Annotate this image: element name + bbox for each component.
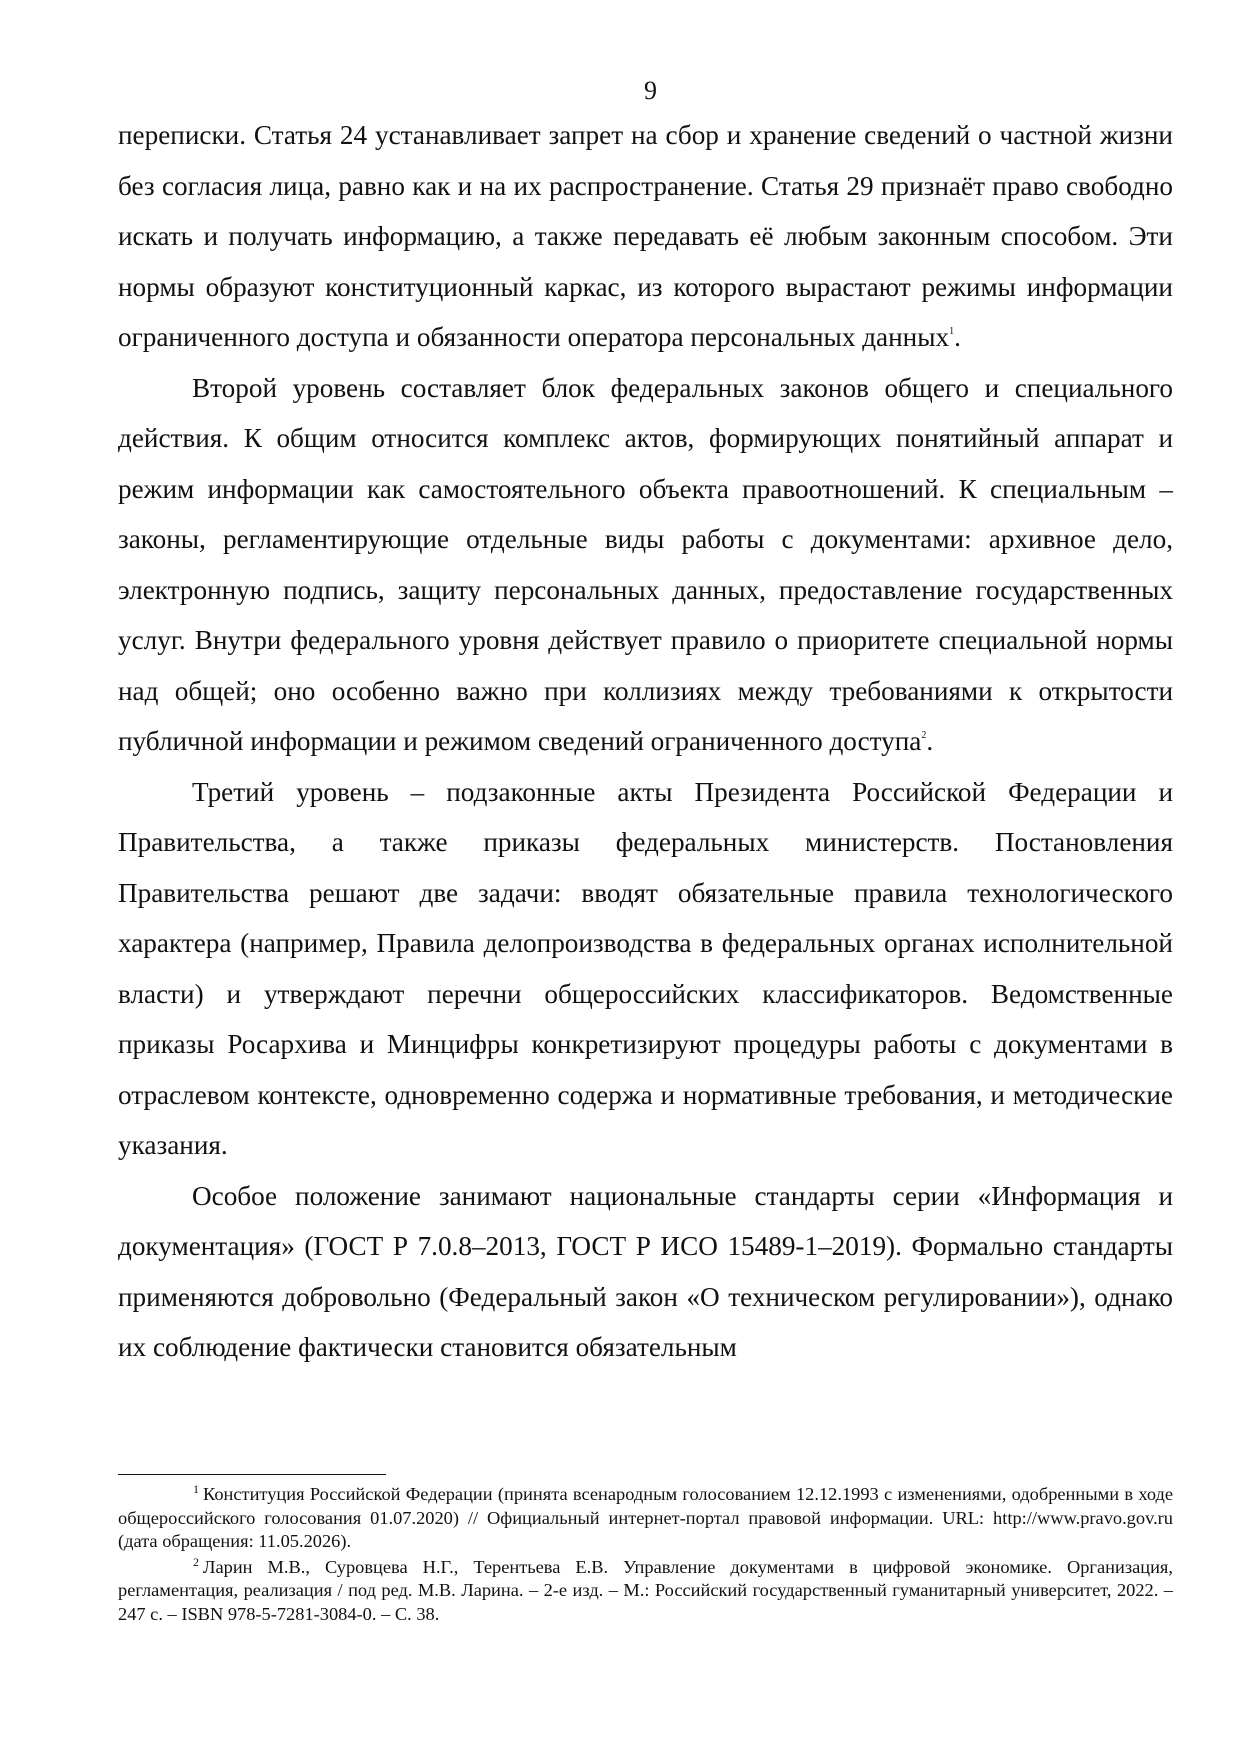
footnotes [118,1483,1173,1628]
footnote [118,1483,1173,1554]
paragraph [118,1171,1173,1373]
footnote-reference[interactable]: 2 [921,730,927,741]
paragraph-text: Второй уровень составляет блок федеральных законов общего и специального действия. К общим относится комплекс актов, формирующих понятийный аппарат и режим информации как самостоятельного объекта правоотношений. К специальным – законы, регламентирующие отдельные виды работы с документами: архивное дело, электронную подпись, защиту персональных данных, предоставление государственных услуг. Внутри федерального уровня действует правило о приоритете специальной нормы над общей; оно особенно важно при коллизиях между требованиями к открытости публичной информации и режимом сведений ограниченного доступа [118,372,1173,756]
footnote [118,1556,1173,1627]
footnote-mark: 2 [193,1554,199,1569]
paragraph [118,363,1173,767]
footnote-text: Ларин М.В., Суровцева Н.Г., Терентьева Е.В. Управление документами в цифровой экономике. Организация, регламентация, реализация / под ред. М.В. Ларина. – 2-е изд. – М.: Российский государственный гуманитарный университет, 2022. – 247 с. – ISBN 978-5-7281-3084-0. – С. 38. [118,1556,1173,1624]
footnote-separator [118,1474,386,1475]
paragraph-tail: . [926,726,934,756]
paragraph-continued [118,110,1173,363]
paragraph [118,767,1173,1171]
paragraph-text: переписки. Статья 24 устанавливает запрет на сбор и хранение сведений о частной жизни без согласия лица, равно как и на их распространение. Статья 29 признаёт право свободно искать и получать информацию, а также передавать её любым законным способом. Эти нормы образуют конституционный каркас, из которого вырастают режимы информации ограниченного доступа и обязанности оператора персональных данных [118,120,1173,352]
paragraph-tail: . [954,322,961,352]
footnote-text: Конституция Российской Федерации (принята всенародным голосованием 12.12.1993 с изменениями, одобренными в ходе общероссийского голосования 01.07.2020) // Официальный интернет-портал правовой информации. URL: http://www.pravo.gov.ru (дата обращения: 11.05.2026). [118,1484,1173,1551]
paragraph-text: Особое положение занимают национальные стандарты серии «Информация и документация» (ГОСТ Р 7.0.8–2013, ГОСТ Р ИСО 15489-1–2019). Формально стандарты применяются добровольно (Федеральный закон «О техническом регулировании»), однако их соблюдение фактически становится обязательным [118,1180,1173,1362]
footnote-reference[interactable]: 1 [949,326,955,337]
body-text [118,110,1173,1373]
page-number: 9 [644,76,657,105]
footnote-mark: 1 [193,1482,199,1496]
paragraph-text: Третий уровень – подзаконные акты Президента Российской Федерации и Правительства, а также приказы федеральных министерств. Постановления Правительства решают две задачи: вводят обязательные правила технологического характера (например, Правила делопроизводства в федеральных органах исполнительной власти) и утверждают перечни общероссийских классификаторов. Ведомственные приказы Росархива и Минцифры конкретизируют процедуры работы с документами в отраслевом контексте, одновременно содержа и нормативные требования, и методические указания. [118,776,1173,1160]
